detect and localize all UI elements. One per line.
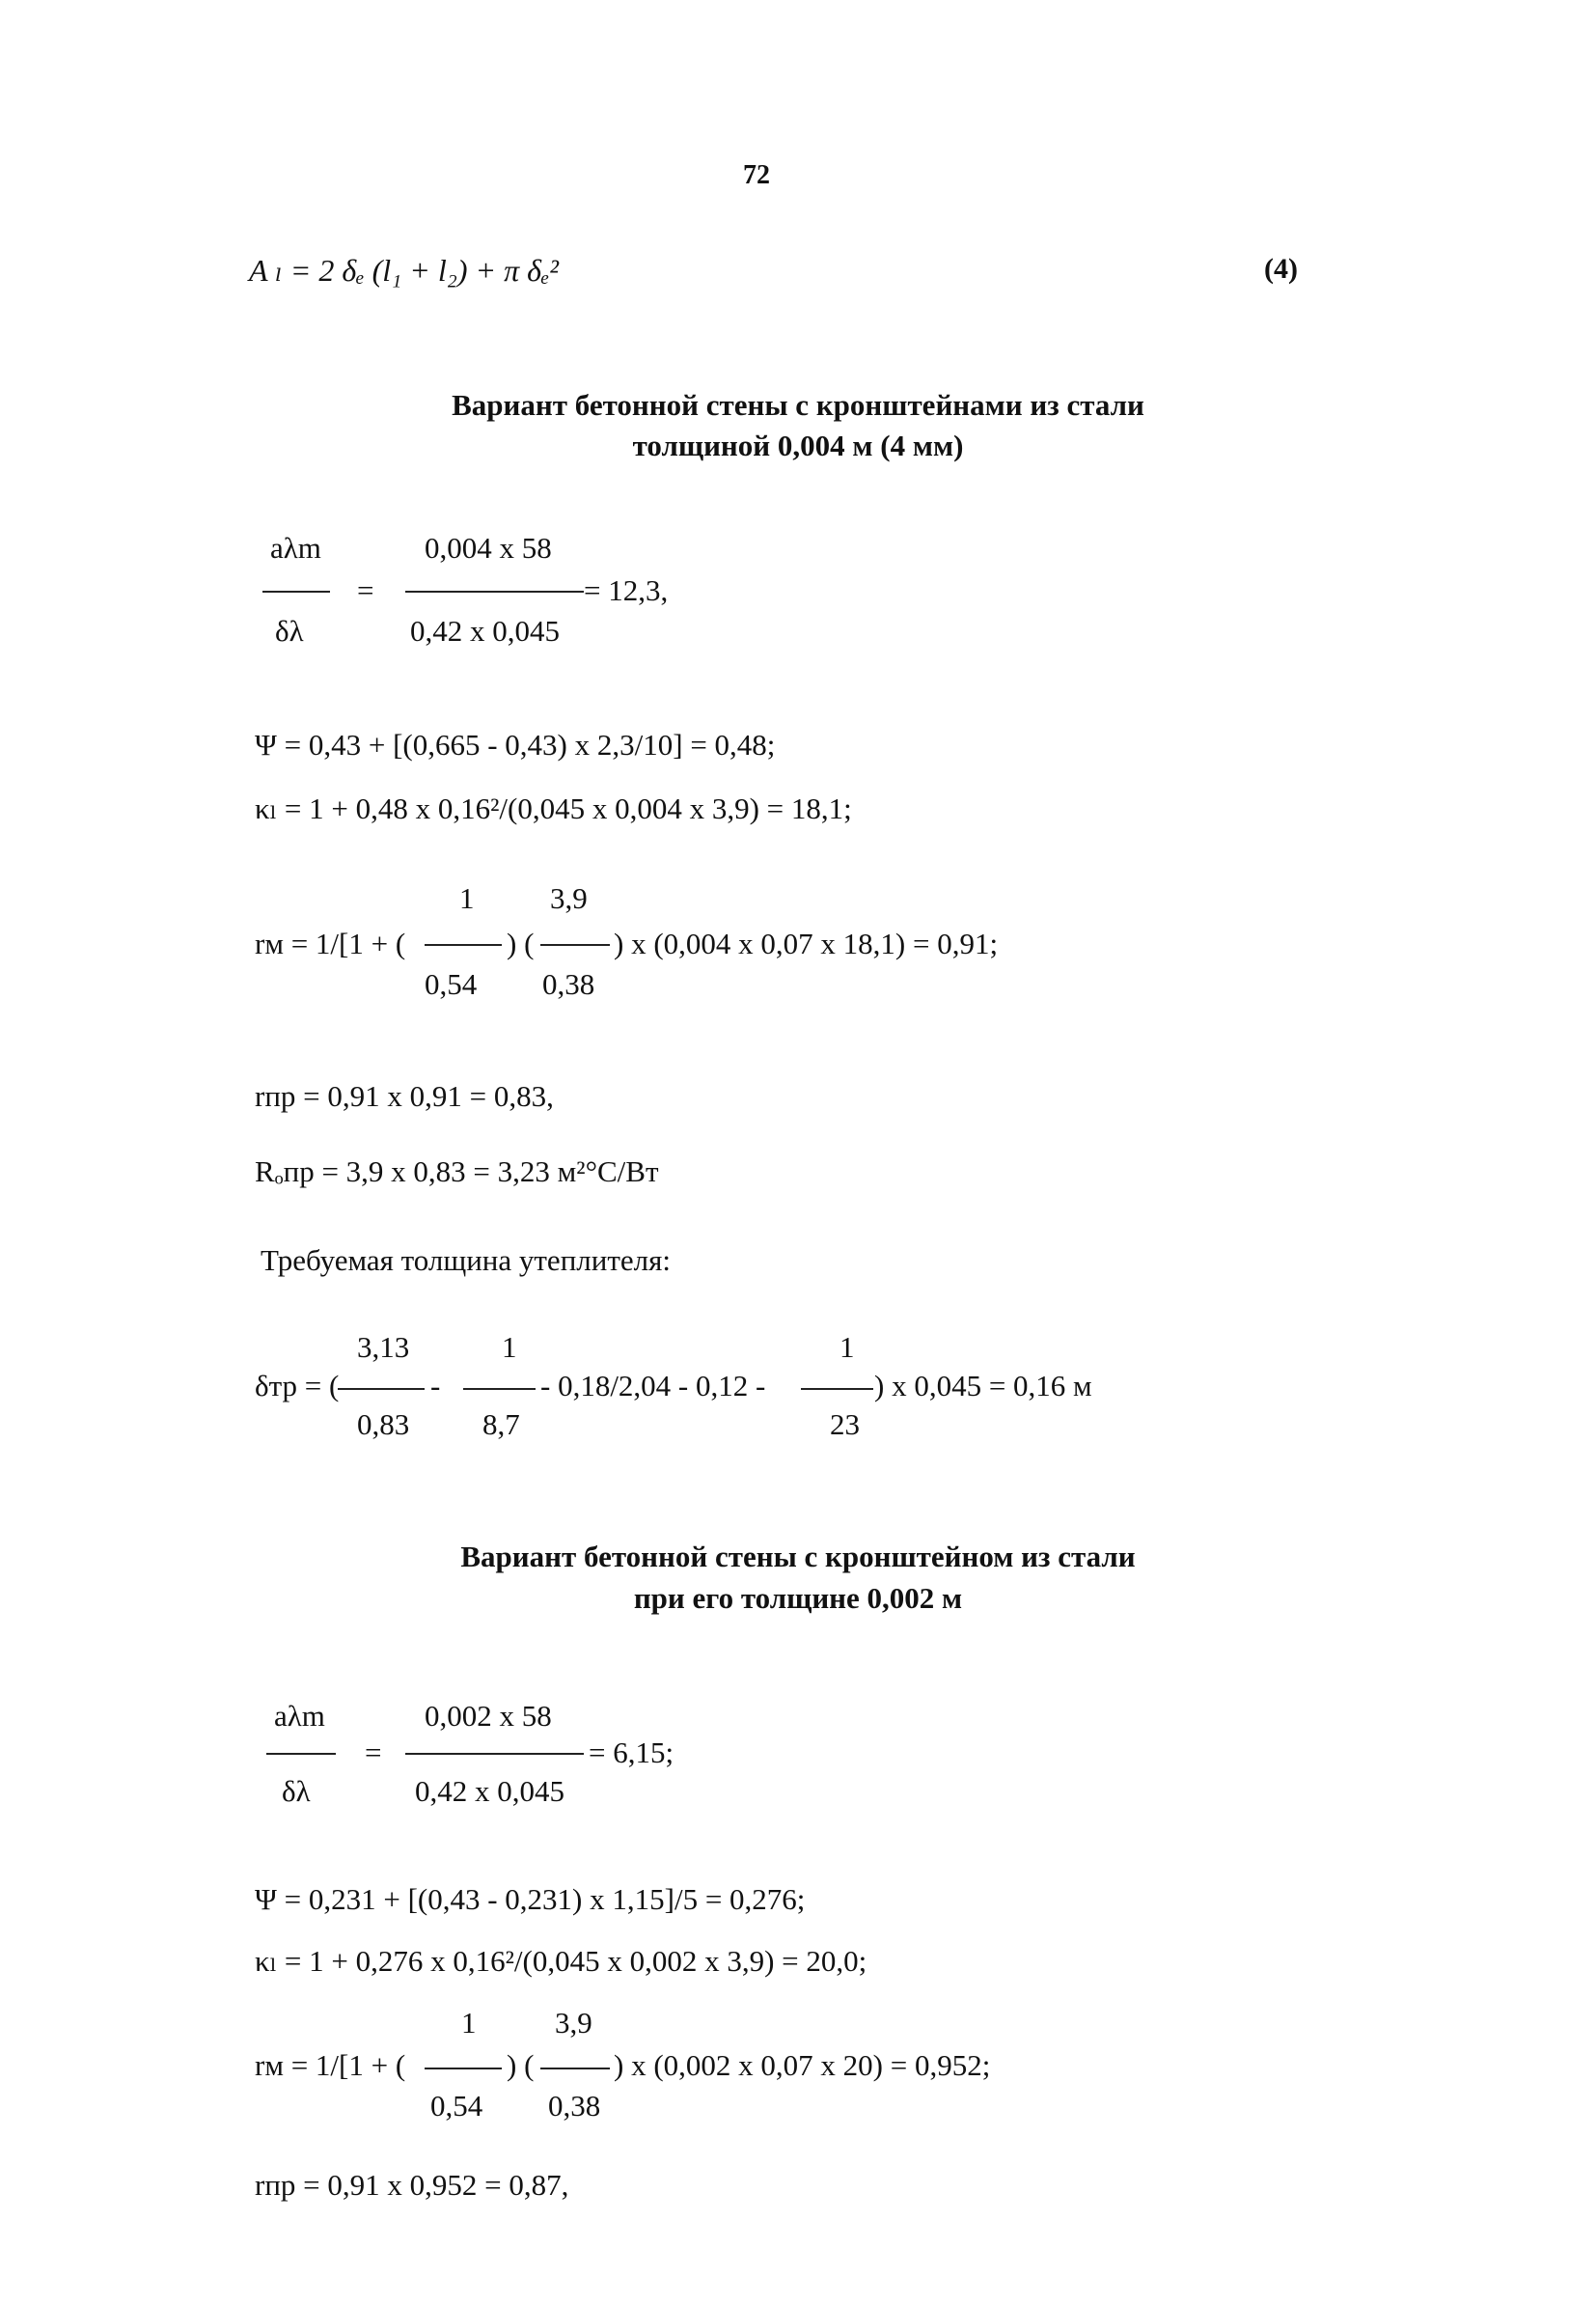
ratio2-left-numerator: aλm [274, 1699, 325, 1733]
section2-psi: Ψ = 0,231 + [(0,43 - 0,231) x 1,15]/5 = 0,276; [255, 1882, 806, 1916]
ratio-result: = 12,3, [584, 573, 669, 607]
ratio2-left-denominator: δλ [282, 1774, 311, 1808]
rm2-frac2-denominator: 0,38 [548, 2089, 601, 2123]
rm2-frac1-bar [425, 2068, 502, 2069]
delta-f2-denominator: 8,7 [482, 1407, 520, 1441]
section1-kt: κₗ = 1 + 0,48 x 0,16²/(0,045 x 0,004 x 3,9) = 18,1; [255, 791, 852, 825]
section1-ro: Rₒпр = 3,9 x 0,83 = 3,23 м²°С/Вт [255, 1154, 659, 1188]
ratio2-right-numerator: 0,002 x 58 [425, 1699, 552, 1733]
ratio2-right-fraction-bar [405, 1753, 584, 1755]
ratio-right-denominator: 0,42 x 0,045 [410, 614, 560, 648]
insulation-label: Требуемая толщина утеплителя: [261, 1243, 671, 1277]
ratio-left-fraction-bar [262, 591, 330, 593]
rm-suffix: ) x (0,004 x 0,07 x 18,1) = 0,91; [614, 927, 999, 960]
ratio2-right-denominator: 0,42 x 0,045 [415, 1774, 564, 1808]
delta-f1-bar [338, 1388, 425, 1390]
rm2-suffix: ) x (0,002 x 0,07 x 20) = 0,952; [614, 2048, 991, 2082]
ratio-left-numerator: aλm [270, 531, 321, 565]
ratio-left-denominator: δλ [275, 614, 304, 648]
delta-f3-numerator: 1 [839, 1330, 855, 1364]
delta-prefix: δтр = ( [255, 1369, 340, 1402]
delta-f1-denominator: 0,83 [357, 1407, 410, 1441]
rm-frac1-bar [425, 944, 502, 946]
delta-f3-bar [801, 1388, 873, 1390]
ratio2-result: = 6,15; [589, 1735, 674, 1769]
section2-rpr: rпр = 0,91 x 0,952 = 0,87, [255, 2168, 569, 2202]
section2-kt: κₗ = 1 + 0,276 x 0,16²/(0,045 x 0,002 x 3,9) = 20,0; [255, 1944, 867, 1978]
rm-frac2-bar [540, 944, 610, 946]
page-number: 72 [743, 160, 770, 190]
section2-title-line2: при его толщине 0,002 м [633, 1581, 963, 1615]
section1-psi: Ψ = 0,43 + [(0,665 - 0,43) x 2,3/10] = 0,48; [255, 728, 776, 762]
delta-f1-numerator: 3,13 [357, 1330, 410, 1364]
delta-f2-bar [463, 1388, 536, 1390]
ratio-right-numerator: 0,004 x 58 [425, 531, 552, 565]
section1-title-line1: Вариант бетонной стены с кронштейнами из стали [452, 388, 1144, 422]
delta-minus: - [430, 1369, 441, 1402]
delta-suffix: ) x 0,045 = 0,16 м [874, 1369, 1092, 1402]
section2-title-line1: Вариант бетонной стены с кронштейном из стали [460, 1540, 1136, 1573]
rm-mid: ) ( [507, 927, 535, 960]
rm-frac2-numerator: 3,9 [550, 881, 588, 915]
rm-frac1-denominator: 0,54 [425, 967, 478, 1001]
rm2-frac1-denominator: 0,54 [430, 2089, 483, 2123]
ratio-equals: = [357, 573, 374, 607]
formula-4: A ₗ = 2 δₑ (l₁ + l₂) + π δₑ² [249, 253, 560, 288]
rm-frac1-numerator: 1 [459, 881, 475, 915]
rm2-frac2-bar [540, 2068, 610, 2069]
delta-f3-denominator: 23 [830, 1407, 860, 1441]
section1-title-line2: толщиной 0,004 м (4 мм) [632, 429, 964, 462]
rm2-frac1-numerator: 1 [461, 2006, 477, 2040]
rm2-prefix: rм = 1/[1 + ( [255, 2048, 406, 2082]
section1-rpr: rпр = 0,91 x 0,91 = 0,83, [255, 1079, 554, 1113]
ratio2-left-fraction-bar [266, 1753, 336, 1755]
delta-f2-numerator: 1 [502, 1330, 517, 1364]
rm2-frac2-numerator: 3,9 [555, 2006, 592, 2040]
ratio2-equals: = [365, 1735, 382, 1769]
rm2-mid: ) ( [507, 2048, 535, 2082]
formula-4-number: (4) [1264, 253, 1298, 285]
rm-prefix: rм = 1/[1 + ( [255, 927, 406, 960]
ratio-right-fraction-bar [405, 591, 584, 593]
delta-middle: - 0,18/2,04 - 0,12 - [540, 1369, 766, 1402]
rm-frac2-denominator: 0,38 [542, 967, 595, 1001]
